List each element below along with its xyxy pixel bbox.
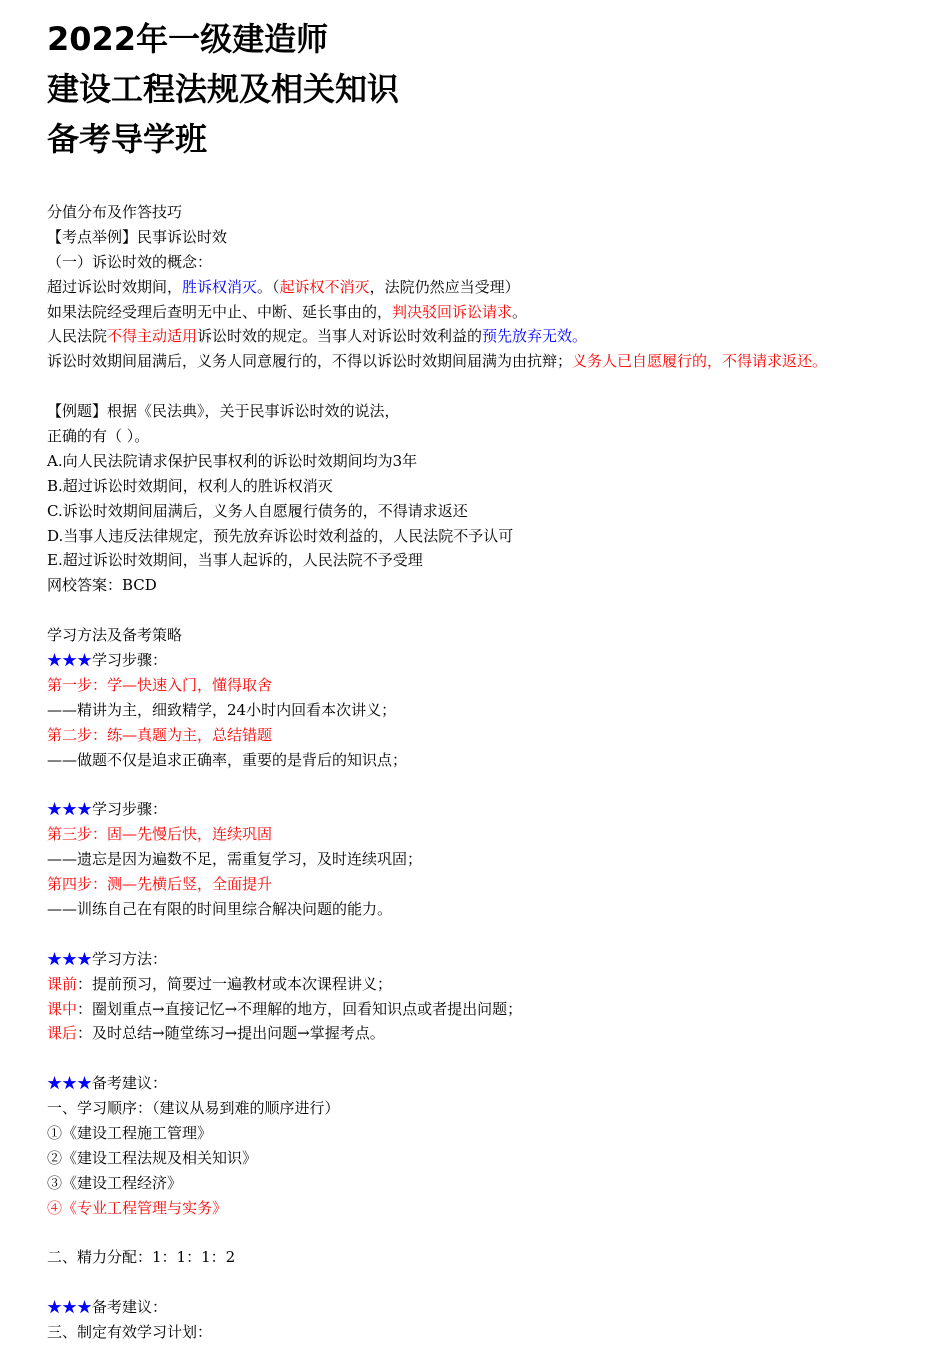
highlight-blue: 预先放弃无效。: [482, 327, 588, 346]
advice-label-2: ★★★备考建议：: [47, 1298, 168, 1317]
highlight-red: 起诉权不消灭: [279, 277, 370, 296]
question-option-d: D.当事人违反法律规定，预先放弃诉讼时效利益的，人民法院不予认可: [47, 526, 514, 545]
spacer: [47, 922, 927, 947]
step-4-desc: ——训练自己在有限的时间里综合解决问题的能力。: [47, 899, 393, 918]
steps-label-2: ★★★学习步骤：: [47, 800, 168, 819]
concept-subheading: （一）诉讼时效的概念：: [47, 252, 213, 271]
question-stem-1: 【例题】根据《民法典》，关于民事诉讼时效的说法，: [47, 402, 400, 421]
spacer: [47, 374, 927, 399]
concept-line-4: 诉讼时效期间届满后，义务人同意履行的，不得以诉讼时效期间届满为由抗辩；义务人已自愿履行的，不得请求返还。: [47, 352, 828, 371]
step-1-desc: ——精讲为主，细致精学，24小时内回看本次讲义；: [47, 700, 397, 719]
advice-label-1: ★★★备考建议：: [47, 1074, 168, 1093]
steps-label-1: ★★★学习步骤：: [47, 651, 168, 670]
document-page: [47, 14, 927, 1345]
order-item-2: ②《建设工程法规及相关知识》: [47, 1148, 258, 1167]
concept-line-1: 超过诉讼时效期间，胜诉权消灭。（起诉权不消灭，法院仍然应当受理）: [47, 277, 520, 296]
energy-allocation: 二、精力分配：1：1：1：2: [47, 1248, 236, 1267]
method-during-class: 课中：圈划重点→直接记忆→不理解的地方，回看知识点或者提出问题；: [47, 999, 523, 1018]
method-before-class: 课前：提前预习，简要过一遍教材或本次课程讲义；: [47, 974, 393, 993]
highlight-red: 不得主动适用: [107, 327, 198, 346]
spacer: [47, 1046, 927, 1071]
section-heading-score: 分值分布及作答技巧: [47, 203, 183, 221]
star-icon: ★★★: [47, 651, 93, 670]
step-3-desc: ——遗忘是因为遍数不足，需重复学习，及时连续巩固；: [47, 850, 423, 869]
spacer: [47, 1221, 927, 1246]
plan-heading: 三、制定有效学习计划：: [47, 1323, 213, 1342]
spacer: [47, 1270, 927, 1295]
method-label: ★★★学习方法：: [47, 949, 168, 968]
highlight-red: 判决驳回诉讼请求: [392, 302, 513, 321]
spacer: [47, 772, 927, 797]
highlight-red: 义务人已自愿履行的，不得请求返还。: [572, 352, 828, 371]
step-1: 第一步：学—快速入门，懂得取舍: [47, 675, 273, 694]
star-icon: ★★★: [47, 1298, 93, 1317]
step-2: 第二步：练—真题为主，总结错题: [47, 725, 273, 744]
question-option-b: B.超过诉讼时效期间，权利人的胜诉权消灭: [47, 476, 333, 495]
question-option-e: E.超过诉讼时效期间，当事人起诉的，人民法院不予受理: [47, 551, 423, 570]
document-title: [47, 14, 927, 164]
section-heading-method: 学习方法及备考策略: [47, 626, 183, 645]
order-item-1: ①《建设工程施工管理》: [47, 1123, 213, 1142]
star-icon: ★★★: [47, 949, 93, 968]
question-stem-2: 正确的有（ ）。: [47, 427, 150, 446]
star-icon: ★★★: [47, 800, 93, 819]
order-heading: 一、学习顺序：（建议从易到难的顺序进行）: [47, 1099, 340, 1118]
question-option-a: A.向人民法院请求保护民事权利的诉讼时效期间均为3年: [47, 451, 418, 470]
title-line-1: 2022年一级建造师: [47, 20, 329, 58]
document-body: [47, 200, 927, 1345]
concept-line-2: 如果法院经受理后查明无中止、中断、延长事由的，判决驳回诉讼请求。: [47, 302, 528, 321]
example-point-heading: 【考点举例】民事诉讼时效: [47, 227, 228, 246]
question-answer: 网校答案：BCD: [47, 576, 157, 595]
question-option-c: C.诉讼时效期间届满后，义务人自愿履行债务的，不得请求返还: [47, 501, 468, 520]
title-line-3: 备考导学班: [47, 120, 208, 158]
order-item-4: ④《专业工程管理与实务》: [47, 1198, 228, 1217]
step-4: 第四步：测—先横后竖，全面提升: [47, 875, 273, 894]
step-3: 第三步：固—先慢后快，连续巩固: [47, 825, 273, 844]
spacer: [47, 598, 927, 623]
step-2-desc: ——做题不仅是追求正确率，重要的是背后的知识点；: [47, 750, 408, 769]
concept-line-3: 人民法院不得主动适用诉讼时效的规定。当事人对诉讼时效利益的预先放弃无效。: [47, 327, 588, 346]
order-item-3: ③《建设工程经济》: [47, 1173, 183, 1192]
highlight-blue: 胜诉权消灭: [182, 277, 258, 296]
star-icon: ★★★: [47, 1074, 93, 1093]
title-line-2: 建设工程法规及相关知识: [47, 70, 400, 108]
method-after-class: 课后：及时总结→随堂练习→提出问题→掌握考点。: [47, 1024, 385, 1043]
